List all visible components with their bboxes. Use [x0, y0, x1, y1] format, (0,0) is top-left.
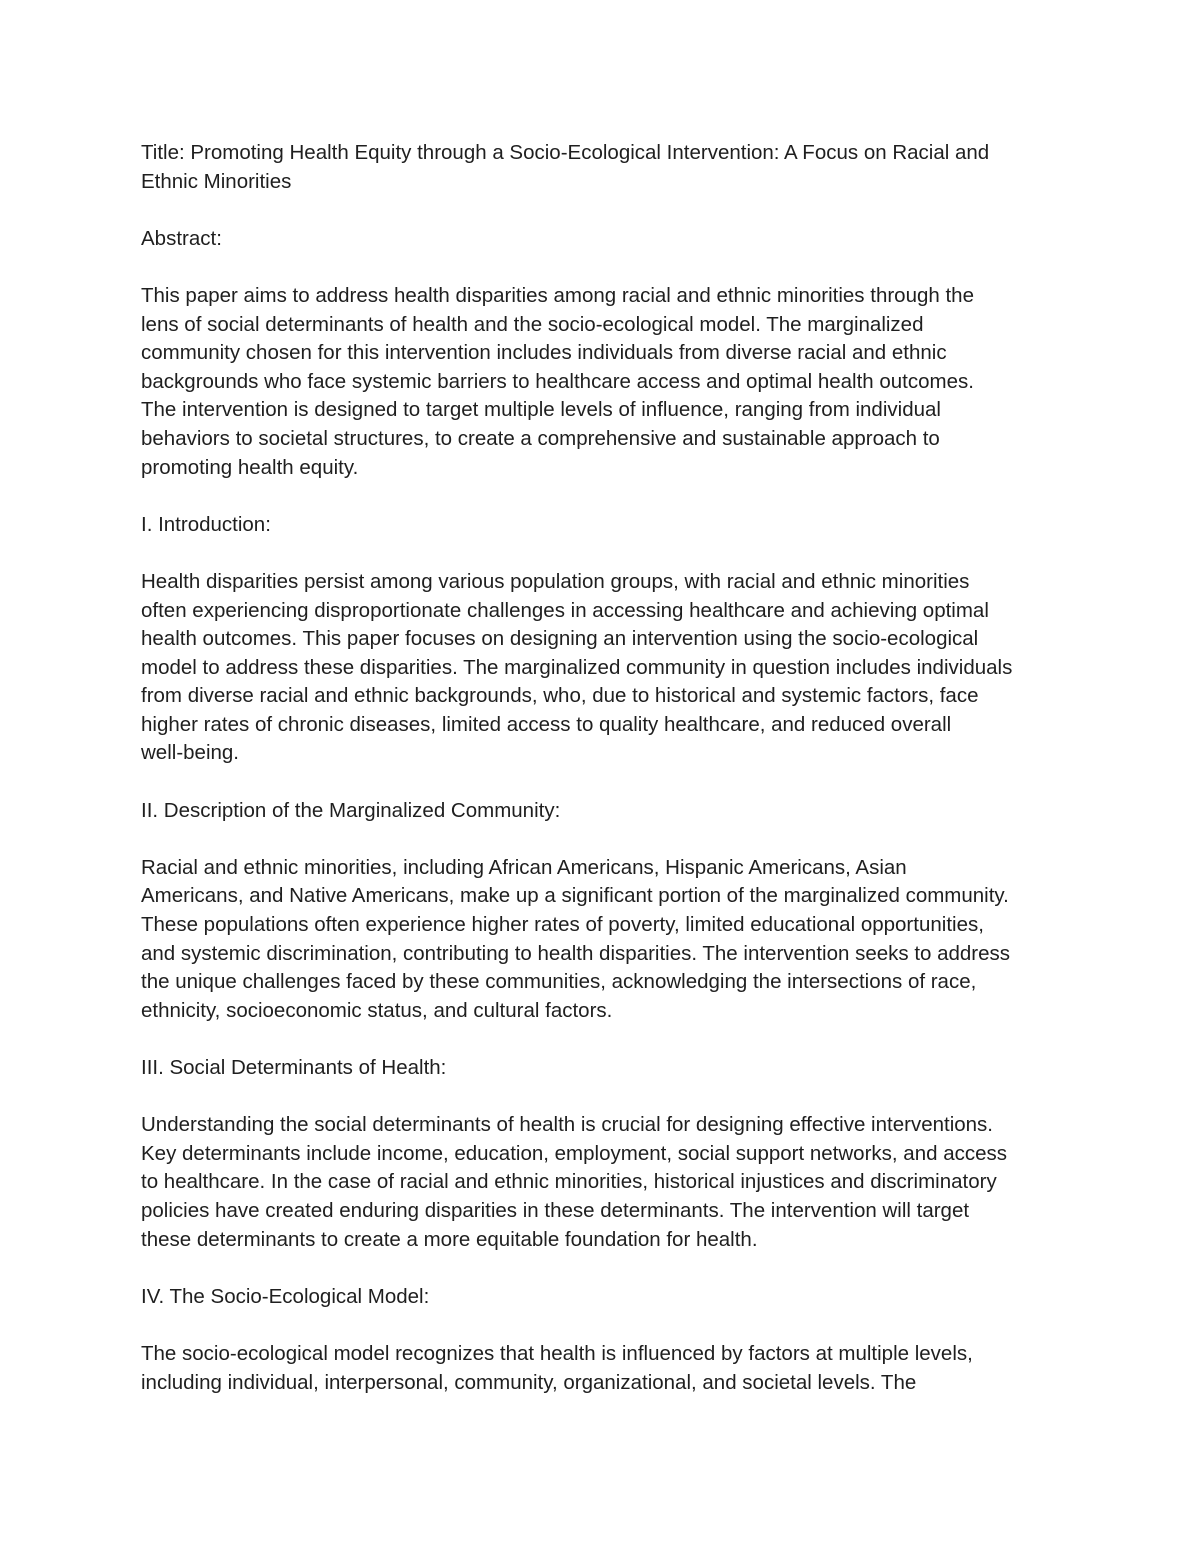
introduction-paragraph: Health disparities persist among various population groups, with racial and ethnic minorities often experiencing disproportionate challenges in accessing healthcare and achieving optimal health outcomes. This paper focuses on designing an intervention using the socio-ecological model to address these disparities. The marginalized community in question includes individuals from diverse racial and ethnic backgrounds, who, due to historical and systemic factors, face higher rates of chronic diseases, limited access to quality healthcare, and reduced overall well-being.	[141, 569, 1013, 765]
determinants-heading: III. Social Determinants of Health:	[141, 1056, 447, 1079]
document-body	[141, 139, 1071, 1426]
model-paragraph: The socio-ecological model recognizes that health is influenced by factors at multiple levels, including individual, interpersonal, community, organizational, and societal levels. The	[141, 1341, 973, 1394]
model-heading: IV. The Socio-Ecological Model:	[141, 1284, 430, 1308]
abstract-paragraph: This paper aims to address health disparities among racial and ethnic minorities through the lens of social determinants of health and the socio-ecological model. The marginalized community chosen for this intervention includes individuals from diverse racial and ethnic backgrounds who face systemic barriers to healthcare access and optimal health outcomes. The intervention is designed to target multiple levels of influence, ranging from individual behaviors to societal structures, to create a comprehensive and sustainable approach to promoting health equity.	[141, 283, 974, 479]
abstract-heading: Abstract:	[141, 226, 222, 250]
community-heading: II. Description of the Marginalized Community:	[141, 798, 561, 822]
determinants-paragraph: Understanding the social determinants of health is crucial for designing effective interventions. Key determinants include income, education, employment, social support networks, and access to healthcare. In the case of racial and ethnic minorities, historical injustices and discriminatory policies have created enduring disparities in these determinants. The intervention will target these determinants to create a more equitable foundation for health.	[141, 1113, 1008, 1251]
document-title: Title: Promoting Health Equity through a Socio-Ecological Intervention: A Focus on Racial and Ethnic Minorities	[141, 141, 990, 193]
introduction-heading: I. Introduction:	[141, 512, 271, 536]
community-paragraph: Racial and ethnic minorities, including African Americans, Hispanic Americans, Asian Americans, and Native Americans, make up a significant portion of the marginalized community. These populations often experience higher rates of poverty, limited educational opportunities, and systemic discrimination, contributing to health disparities. The intervention seeks to address the unique challenges faced by these communities, acknowledging the intersections of race, ethnicity, socioeconomic status, and cultural factors.	[141, 855, 1011, 1022]
